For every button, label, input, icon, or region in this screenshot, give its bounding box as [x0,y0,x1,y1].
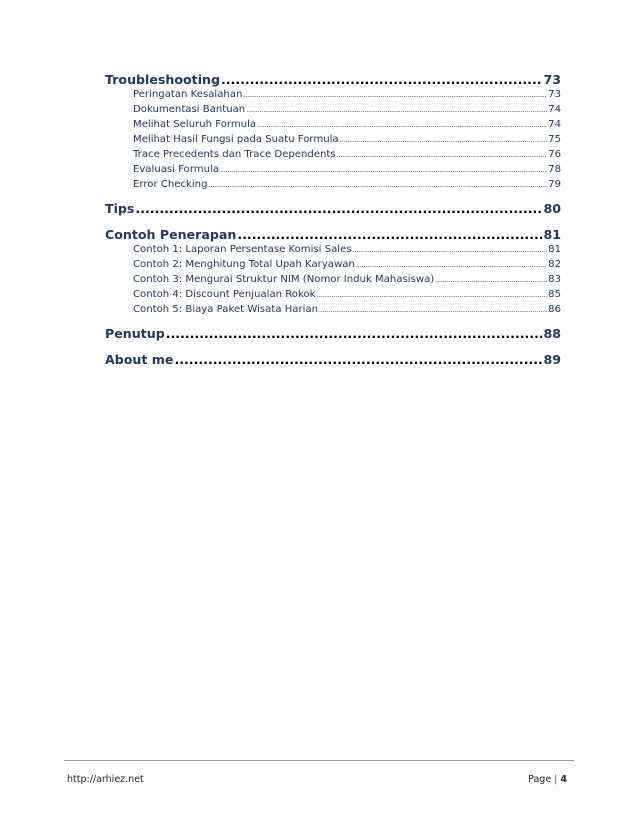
toc-entry-page: 80 [543,201,561,216]
toc-subentry[interactable] [105,132,561,147]
table-of-contents [105,72,561,367]
toc-entry-title: Troubleshooting [105,72,220,87]
toc-subentry[interactable] [105,117,561,132]
toc-subentry-page: 81 [548,244,561,255]
toc-subentry-page: 74 [548,104,561,115]
toc-subentry-title: Contoh 4: Discount Penjualan Rokok [133,289,316,300]
toc-subentry[interactable] [105,147,561,162]
toc-leader-dots [221,72,542,87]
toc-leader-dots [257,118,547,132]
toc-subentry-page: 73 [548,89,561,100]
toc-subentry[interactable] [105,257,561,272]
toc-leader-dots [208,178,547,192]
toc-subentry-page: 85 [548,289,561,300]
toc-subentry[interactable] [105,87,561,102]
toc-subentry[interactable] [105,177,561,192]
toc-subentry-title: Contoh 1: Laporan Persentase Komisi Sales [133,244,352,255]
toc-entry-tips[interactable] [105,201,561,216]
footer-page-indicator [528,774,567,785]
toc-leader-dots [174,352,542,367]
toc-subentry-title: Melihat Seluruh Formula [133,119,257,130]
toc-leader-dots [237,227,542,242]
toc-subentry[interactable] [105,162,561,177]
toc-leader-dots [220,163,547,177]
toc-subentry[interactable] [105,302,561,317]
footer-url[interactable]: http://arhiez.net [67,774,144,785]
toc-leader-dots [243,88,547,102]
toc-entry-page: 89 [543,352,561,367]
toc-subentry-page: 76 [548,149,561,160]
toc-subentry[interactable] [105,242,561,257]
toc-subentry-page: 75 [548,134,561,145]
toc-entry-title: About me [105,352,174,367]
toc-entry-page: 88 [543,326,561,341]
toc-leader-dots [316,288,547,302]
toc-leader-dots [246,103,547,117]
toc-leader-dots [319,303,547,317]
toc-leader-dots [166,326,543,341]
footer-divider [64,760,574,761]
toc-subentry-page: 78 [548,164,561,175]
footer-separator: | [554,774,558,785]
toc-subentry-title: Contoh 5: Biaya Paket Wisata Harian [133,304,319,315]
toc-subentry-title: Evaluasi Formula [133,164,220,175]
toc-entry-penutup[interactable] [105,326,561,341]
footer-page-number: 4 [560,774,567,785]
toc-subentry-title: Melihat Hasil Fungsi pada Suatu Formula [133,134,339,145]
toc-subentry[interactable] [105,102,561,117]
toc-entry-troubleshooting[interactable] [105,72,561,87]
toc-subentry-page: 74 [548,119,561,130]
toc-subentry-page: 83 [548,274,561,285]
toc-subentry-title: Dokumentasi Bantuan [133,104,246,115]
footer-page-label: Page [528,774,552,785]
toc-subentry[interactable] [105,272,561,287]
toc-leader-dots [435,273,547,287]
toc-subentry-title: Contoh 3: Mengurai Struktur NIM (Nomor Induk Mahasiswa) [133,274,435,285]
toc-subentry[interactable] [105,287,561,302]
toc-entry-about-me[interactable] [105,352,561,367]
toc-entry-page: 81 [543,227,561,242]
toc-entry-contoh-penerapan[interactable] [105,227,561,242]
toc-entry-title: Penutup [105,326,165,341]
toc-entry-title: Tips [105,201,135,216]
toc-subentry-title: Trace Precedents dan Trace Dependents [133,149,336,160]
toc-entry-page: 73 [543,72,561,87]
toc-leader-dots [135,201,542,216]
toc-leader-dots [337,148,547,162]
toc-subentry-title: Error Checking [133,179,208,190]
toc-leader-dots [353,243,548,257]
toc-leader-dots [356,258,547,272]
toc-subentry-page: 79 [548,179,561,190]
toc-subentry-title: Contoh 2: Menghitung Total Upah Karyawan [133,259,355,270]
toc-subentry-page: 82 [548,259,561,270]
toc-leader-dots [340,133,548,147]
toc-subentry-page: 86 [548,304,561,315]
toc-entry-title: Contoh Penerapan [105,227,237,242]
toc-subentry-title: Peringatan Kesalahan [133,89,243,100]
